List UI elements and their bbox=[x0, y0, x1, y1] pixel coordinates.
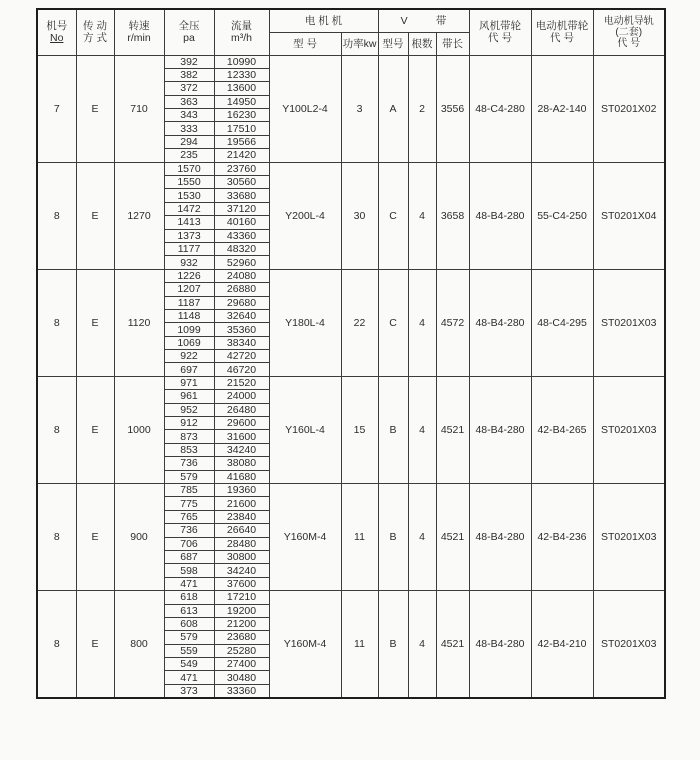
cell-flow: 19566 bbox=[214, 135, 269, 148]
cell-belt-length: 3556 bbox=[436, 55, 469, 162]
cell-flow: 38080 bbox=[214, 457, 269, 470]
cell-pressure: 697 bbox=[164, 363, 214, 376]
cell-flow: 38340 bbox=[214, 336, 269, 349]
cell-speed: 800 bbox=[114, 591, 164, 698]
cell-pressure: 687 bbox=[164, 550, 214, 563]
header-speed: 转速 r/min bbox=[114, 9, 164, 55]
cell-motor-model: Y160L-4 bbox=[269, 376, 341, 483]
cell-belt-type: B bbox=[378, 376, 408, 483]
cell-motor-power: 11 bbox=[341, 484, 378, 591]
cell-flow: 21200 bbox=[214, 617, 269, 630]
cell-motor-pulley-code: 55-C4-250 bbox=[531, 162, 593, 269]
cell-belt-length: 4521 bbox=[436, 376, 469, 483]
cell-machine-no: 8 bbox=[37, 162, 76, 269]
header-motor-pulley-code: 电动机带轮 代 号 bbox=[531, 9, 593, 55]
cell-speed: 710 bbox=[114, 55, 164, 162]
cell-flow: 34240 bbox=[214, 443, 269, 456]
cell-pressure: 952 bbox=[164, 403, 214, 416]
cell-flow: 37600 bbox=[214, 577, 269, 590]
cell-pressure: 333 bbox=[164, 122, 214, 135]
cell-speed: 1120 bbox=[114, 269, 164, 376]
cell-flow: 29680 bbox=[214, 296, 269, 309]
cell-pressure: 608 bbox=[164, 617, 214, 630]
fan-selection-table bbox=[36, 8, 666, 699]
cell-motor-model: Y200L-4 bbox=[269, 162, 341, 269]
header-vbelt-dai: 带 bbox=[435, 14, 447, 27]
cell-flow: 25280 bbox=[214, 644, 269, 657]
cell-pressure: 912 bbox=[164, 417, 214, 430]
cell-pressure: 294 bbox=[164, 135, 214, 148]
cell-machine-no: 8 bbox=[37, 484, 76, 591]
cell-pressure: 618 bbox=[164, 591, 214, 604]
cell-flow: 26640 bbox=[214, 524, 269, 537]
cell-flow: 40160 bbox=[214, 216, 269, 229]
header-machine-no-cn: 机号 bbox=[46, 20, 68, 33]
header-machine-no-unit: No bbox=[50, 32, 64, 45]
cell-belt-type: B bbox=[378, 484, 408, 591]
cell-flow: 21600 bbox=[214, 497, 269, 510]
header-belt-length: 带长 bbox=[436, 32, 469, 55]
header-flow: 流量 m³/h bbox=[214, 9, 269, 55]
header-pressure: 全压 pa bbox=[164, 9, 214, 55]
cell-motor-pulley-code: 28-A2-140 bbox=[531, 55, 593, 162]
cell-pressure: 873 bbox=[164, 430, 214, 443]
cell-motor-model: Y180L-4 bbox=[269, 269, 341, 376]
cell-fan-pulley-code: 48-B4-280 bbox=[469, 376, 531, 483]
cell-pressure: 549 bbox=[164, 658, 214, 671]
cell-machine-no: 8 bbox=[37, 376, 76, 483]
cell-flow: 13600 bbox=[214, 82, 269, 95]
header-vbelt-group bbox=[378, 9, 469, 32]
cell-drive-mode: E bbox=[76, 55, 114, 162]
cell-flow: 32640 bbox=[214, 309, 269, 322]
cell-motor-pulley-code: 42-B4-265 bbox=[531, 376, 593, 483]
cell-pressure: 373 bbox=[164, 684, 214, 698]
cell-pressure: 1550 bbox=[164, 176, 214, 189]
cell-motor-model: Y100L2-4 bbox=[269, 55, 341, 162]
cell-flow: 23680 bbox=[214, 631, 269, 644]
cell-speed: 1270 bbox=[114, 162, 164, 269]
cell-flow: 12330 bbox=[214, 68, 269, 81]
cell-rail-code: ST0201X03 bbox=[593, 591, 665, 698]
cell-pressure: 1226 bbox=[164, 269, 214, 282]
pressure-flow-row bbox=[37, 269, 665, 282]
header-belt-type: 型号 bbox=[378, 32, 408, 55]
cell-belt-length: 4521 bbox=[436, 484, 469, 591]
cell-motor-pulley-code: 42-B4-236 bbox=[531, 484, 593, 591]
table-header bbox=[37, 9, 665, 55]
cell-drive-mode: E bbox=[76, 269, 114, 376]
cell-flow: 27400 bbox=[214, 658, 269, 671]
cell-flow: 35360 bbox=[214, 323, 269, 336]
cell-flow: 37120 bbox=[214, 202, 269, 215]
cell-flow: 42720 bbox=[214, 350, 269, 363]
cell-flow: 41680 bbox=[214, 470, 269, 483]
pressure-flow-row bbox=[37, 162, 665, 175]
cell-flow: 33360 bbox=[214, 684, 269, 698]
cell-belt-type: A bbox=[378, 55, 408, 162]
cell-rail-code: ST0201X02 bbox=[593, 55, 665, 162]
cell-fan-pulley-code: 48-B4-280 bbox=[469, 484, 531, 591]
cell-pressure: 235 bbox=[164, 149, 214, 162]
cell-belt-count: 4 bbox=[408, 484, 436, 591]
cell-machine-no: 8 bbox=[37, 591, 76, 698]
cell-pressure: 579 bbox=[164, 470, 214, 483]
cell-pressure: 1177 bbox=[164, 242, 214, 255]
cell-pressure: 853 bbox=[164, 443, 214, 456]
cell-motor-power: 22 bbox=[341, 269, 378, 376]
cell-flow: 30480 bbox=[214, 671, 269, 684]
cell-fan-pulley-code: 48-C4-280 bbox=[469, 55, 531, 162]
cell-pressure: 1099 bbox=[164, 323, 214, 336]
cell-pressure: 392 bbox=[164, 55, 214, 68]
cell-pressure: 1069 bbox=[164, 336, 214, 349]
cell-flow: 14950 bbox=[214, 95, 269, 108]
cell-motor-model: Y160M-4 bbox=[269, 484, 341, 591]
cell-flow: 29600 bbox=[214, 417, 269, 430]
cell-flow: 21420 bbox=[214, 149, 269, 162]
cell-drive-mode: E bbox=[76, 484, 114, 591]
pressure-flow-row bbox=[37, 484, 665, 497]
cell-machine-no: 7 bbox=[37, 55, 76, 162]
cell-pressure: 736 bbox=[164, 524, 214, 537]
cell-machine-no: 8 bbox=[37, 269, 76, 376]
cell-flow: 30800 bbox=[214, 550, 269, 563]
cell-belt-count: 4 bbox=[408, 162, 436, 269]
cell-rail-code: ST0201X04 bbox=[593, 162, 665, 269]
cell-pressure: 382 bbox=[164, 68, 214, 81]
cell-flow: 16230 bbox=[214, 109, 269, 122]
cell-drive-mode: E bbox=[76, 376, 114, 483]
cell-pressure: 1570 bbox=[164, 162, 214, 175]
cell-belt-length: 4521 bbox=[436, 591, 469, 698]
cell-flow: 34240 bbox=[214, 564, 269, 577]
header-belt-count: 根数 bbox=[408, 32, 436, 55]
cell-pressure: 785 bbox=[164, 484, 214, 497]
cell-pressure: 559 bbox=[164, 644, 214, 657]
pressure-flow-row bbox=[37, 55, 665, 68]
cell-pressure: 971 bbox=[164, 376, 214, 389]
cell-motor-pulley-code: 48-C4-295 bbox=[531, 269, 593, 376]
cell-pressure: 961 bbox=[164, 390, 214, 403]
cell-pressure: 598 bbox=[164, 564, 214, 577]
cell-rail-code: ST0201X03 bbox=[593, 376, 665, 483]
header-vbelt-v: V bbox=[400, 14, 408, 27]
pressure-flow-row bbox=[37, 376, 665, 389]
cell-belt-length: 4572 bbox=[436, 269, 469, 376]
cell-flow: 33680 bbox=[214, 189, 269, 202]
header-machine-no bbox=[37, 9, 76, 55]
cell-pressure: 471 bbox=[164, 671, 214, 684]
header-motor-group: 电 机 机 bbox=[269, 9, 378, 32]
cell-pressure: 1472 bbox=[164, 202, 214, 215]
cell-flow: 46720 bbox=[214, 363, 269, 376]
cell-fan-pulley-code: 48-B4-280 bbox=[469, 162, 531, 269]
cell-pressure: 765 bbox=[164, 510, 214, 523]
cell-pressure: 363 bbox=[164, 95, 214, 108]
cell-motor-power: 15 bbox=[341, 376, 378, 483]
cell-belt-type: B bbox=[378, 591, 408, 698]
cell-drive-mode: E bbox=[76, 162, 114, 269]
cell-pressure: 372 bbox=[164, 82, 214, 95]
cell-pressure: 1530 bbox=[164, 189, 214, 202]
cell-pressure: 579 bbox=[164, 631, 214, 644]
cell-speed: 1000 bbox=[114, 376, 164, 483]
cell-flow: 21520 bbox=[214, 376, 269, 389]
cell-flow: 52960 bbox=[214, 256, 269, 269]
cell-pressure: 736 bbox=[164, 457, 214, 470]
cell-flow: 43360 bbox=[214, 229, 269, 242]
cell-flow: 17510 bbox=[214, 122, 269, 135]
cell-flow: 19200 bbox=[214, 604, 269, 617]
cell-fan-pulley-code: 48-B4-280 bbox=[469, 591, 531, 698]
header-drive-mode: 传 动 方 式 bbox=[76, 9, 114, 55]
cell-flow: 26480 bbox=[214, 403, 269, 416]
pressure-flow-row bbox=[37, 591, 665, 604]
cell-drive-mode: E bbox=[76, 591, 114, 698]
header-motor-model: 型 号 bbox=[269, 32, 341, 55]
cell-motor-pulley-code: 42-B4-210 bbox=[531, 591, 593, 698]
cell-pressure: 775 bbox=[164, 497, 214, 510]
cell-flow: 28480 bbox=[214, 537, 269, 550]
cell-pressure: 343 bbox=[164, 109, 214, 122]
cell-motor-power: 11 bbox=[341, 591, 378, 698]
cell-pressure: 706 bbox=[164, 537, 214, 550]
cell-pressure: 1207 bbox=[164, 283, 214, 296]
cell-belt-type: C bbox=[378, 162, 408, 269]
cell-flow: 23840 bbox=[214, 510, 269, 523]
cell-flow: 23760 bbox=[214, 162, 269, 175]
cell-belt-count: 4 bbox=[408, 269, 436, 376]
header-rail-code: 电动机导轨 (二套) 代 号 bbox=[593, 9, 665, 55]
cell-pressure: 613 bbox=[164, 604, 214, 617]
cell-motor-model: Y160M-4 bbox=[269, 591, 341, 698]
cell-flow: 19360 bbox=[214, 484, 269, 497]
cell-flow: 24080 bbox=[214, 269, 269, 282]
cell-belt-count: 4 bbox=[408, 376, 436, 483]
cell-flow: 26880 bbox=[214, 283, 269, 296]
cell-flow: 48320 bbox=[214, 242, 269, 255]
cell-motor-power: 30 bbox=[341, 162, 378, 269]
cell-pressure: 1148 bbox=[164, 309, 214, 322]
cell-pressure: 471 bbox=[164, 577, 214, 590]
cell-flow: 24000 bbox=[214, 390, 269, 403]
cell-rail-code: ST0201X03 bbox=[593, 484, 665, 591]
cell-flow: 17210 bbox=[214, 591, 269, 604]
cell-belt-length: 3658 bbox=[436, 162, 469, 269]
cell-pressure: 1373 bbox=[164, 229, 214, 242]
cell-fan-pulley-code: 48-B4-280 bbox=[469, 269, 531, 376]
cell-belt-type: C bbox=[378, 269, 408, 376]
cell-belt-count: 2 bbox=[408, 55, 436, 162]
table-body bbox=[37, 55, 665, 698]
cell-rail-code: ST0201X03 bbox=[593, 269, 665, 376]
cell-belt-count: 4 bbox=[408, 591, 436, 698]
cell-pressure: 1413 bbox=[164, 216, 214, 229]
cell-flow: 31600 bbox=[214, 430, 269, 443]
cell-motor-power: 3 bbox=[341, 55, 378, 162]
cell-speed: 900 bbox=[114, 484, 164, 591]
header-fan-pulley-code: 风机带轮 代 号 bbox=[469, 9, 531, 55]
cell-pressure: 1187 bbox=[164, 296, 214, 309]
cell-pressure: 922 bbox=[164, 350, 214, 363]
cell-flow: 30560 bbox=[214, 176, 269, 189]
cell-pressure: 932 bbox=[164, 256, 214, 269]
cell-flow: 10990 bbox=[214, 55, 269, 68]
header-motor-power: 功率kw bbox=[341, 32, 378, 55]
